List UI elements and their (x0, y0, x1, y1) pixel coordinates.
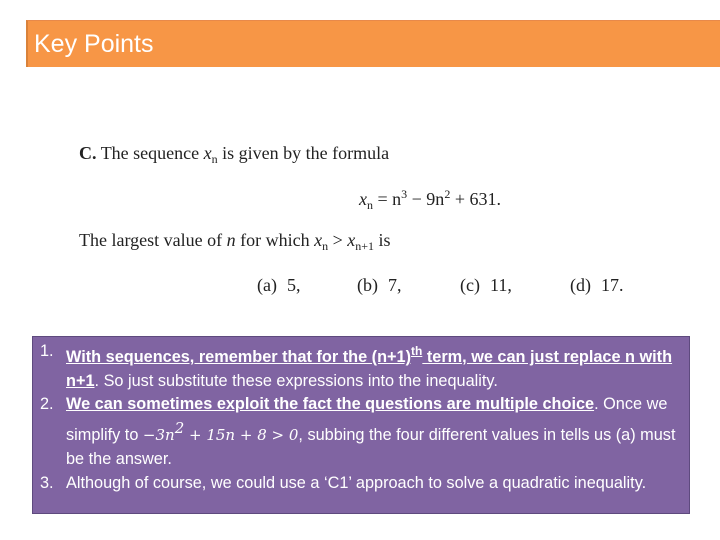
problem-label: C. (79, 143, 97, 163)
option-b: (b) 7, (357, 275, 402, 295)
sequence-formula: $x_n = n^3 - 9n^2 + 631$. (359, 187, 501, 212)
key-point-2: 2. We can sometimes exploit the fact the questions are multiple choice. Once we simplify to $-3n^2 + 15n + 8 > 0$, subbing the four different values in tells us (a) must be the answer. (40, 395, 676, 468)
key-points-list (33, 337, 689, 495)
option-a: (a) 5, (257, 275, 301, 295)
option-d: (d) 17. (570, 275, 624, 295)
key-points-box (32, 336, 690, 514)
slide-title: Key Points (34, 30, 154, 58)
problem-question: The largest value of n for which $x_n > x_{n+1}$ is (79, 230, 391, 253)
option-c: (c) 11, (460, 275, 512, 295)
key-point-1: 1. With sequences, remember that for the $(n+1)^{th}$ term, we can just replace n with n+1. So just substitute these expressions into the inequality. (40, 342, 673, 390)
problem-intro: C. The sequence $x_n$ is given by the formula (79, 143, 390, 166)
key-point-3: 3. Although of course, we could use a ‘C1’ approach to solve a quadratic inequality. (40, 473, 647, 492)
